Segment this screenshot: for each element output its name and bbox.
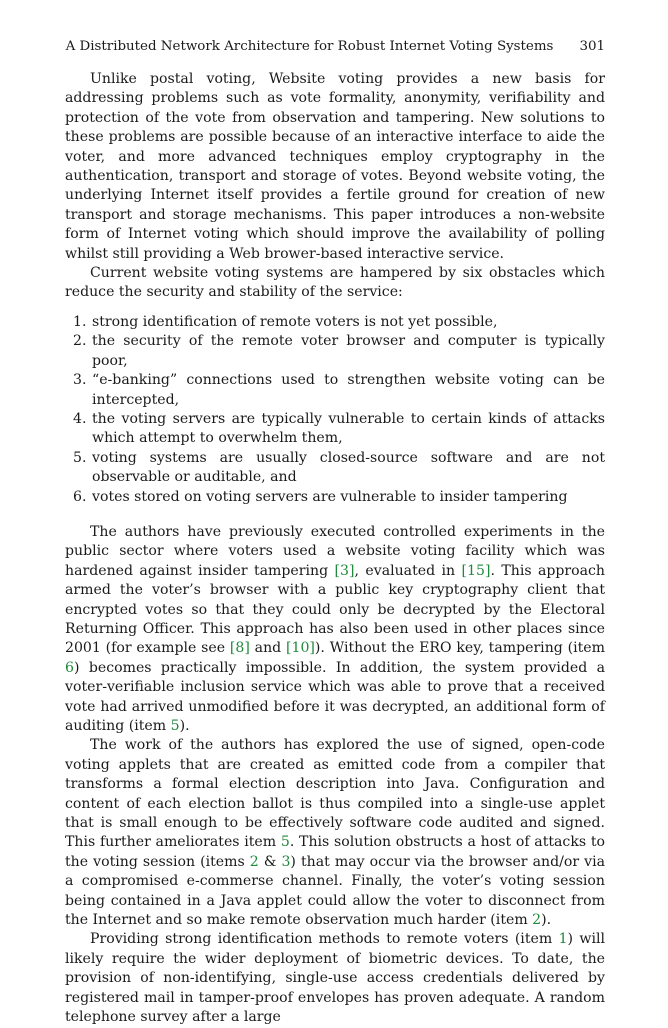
citation-link[interactable]: [15] <box>461 562 491 579</box>
list-item-text: strong identification of remote voters is not yet possible, <box>92 313 498 330</box>
item-link[interactable]: 5 <box>280 834 290 851</box>
list-item <box>65 488 605 507</box>
obstacles-list <box>65 313 605 507</box>
list-item-number: 4. <box>73 410 87 427</box>
list-item-number: 5. <box>73 449 87 466</box>
list-item <box>65 371 605 410</box>
list-item-text: the voting servers are typically vulnerable to certain kinds of attacks which attempt to overwhelm them, <box>92 410 605 447</box>
item-link[interactable]: 5 <box>170 718 180 734</box>
list-item <box>65 313 605 332</box>
paper-page <box>65 38 605 1028</box>
paragraph-obstacles-lead: Current website voting systems are hampered by six obstacles which reduce the security and stability of the service: <box>65 265 605 301</box>
paragraph-identification: Providing strong identification methods to remote voters (item 1) will likely require the wider deployment of biometric devices. To date, the provision of non-identifying, single-use access credentials delivered by registered mail in tamper-proof envelopes has proven adequate. A random telephone survey after a large <box>65 931 605 1026</box>
list-item <box>65 449 605 488</box>
citation-link[interactable]: [8] <box>229 640 250 657</box>
list-item-number: 1. <box>73 313 87 330</box>
running-header <box>65 38 605 56</box>
citation-link[interactable]: [10] <box>285 640 315 657</box>
paragraph-previous-experiments: The authors have previously executed controlled experiments in the public sector where voters used a website voting facility which was hardened against insider tampering [3], evaluated in [15]. This approach armed the voter’s browser with a public key cryptography client that encrypted votes so that they could only be decrypted by the Electoral Returning Officer. This approach has also been used in other places since 2001 (for example see [8] and [10]). Without the ERO key, tampering (item 6) becomes practically impossible. In addition, the system provided a voter-verifiable inclusion service which was able to prove that a received vote had arrived unmodified before it was decrypted, an additional form of auditing (item 5). <box>65 523 606 734</box>
item-link[interactable]: 2 <box>249 853 259 870</box>
list-item-number: 3. <box>73 372 87 389</box>
paragraph-intro: Unlike postal voting, Website voting provides a new basis for addressing problems such as vote formality, anonymity, verifiability and protection of the vote from observation and tampering. New solutions to these problems are possible because of an interactive interface to aide the voter, and more advanced techniques employ cryptography in the authentication, transport and storage of votes. Beyond website voting, the underlying Internet itself provides a fertile ground for creation of new transport and storage mechanisms. This paper introduces a non-website form of Internet voting which should improve the availability of polling whilst still providing a Web brower-based interactive service. <box>65 71 605 262</box>
citation-link[interactable]: [3] <box>334 562 355 579</box>
item-link[interactable]: 1 <box>558 931 568 948</box>
paragraph-signed-applets: The work of the authors has explored the use of signed, open-code voting applets that are created as emitted code from a compiler that transforms a formal election description into Java. Configuration and content of each election ballot is thus compiled into a single-use applet that is small enough to be effectively software code audited and signed. This further ameliorates item 5. This solution obstructs a host of attacks to the voting session (items 2 & 3) that may occur via the browser and/or via a compromised e-commerse channel. Finally, the voter’s voting session being contained in a Java applet could allow the voter to disconnect from the Internet and so make remote observation much harder (item 2). <box>65 737 605 929</box>
list-item <box>65 332 605 371</box>
list-item-text: “e-banking” connections used to strengthen website voting can be intercepted, <box>92 372 605 408</box>
item-link[interactable]: 6 <box>65 659 74 676</box>
list-item-text: the security of the remote voter browser and computer is typically poor, <box>92 333 605 369</box>
item-link[interactable]: 3 <box>281 853 291 870</box>
running-title: A Distributed Network Architecture for Robust Internet Voting Systems <box>65 39 554 54</box>
list-item-number: 6. <box>73 488 87 505</box>
list-item <box>65 410 605 449</box>
list-item-number: 2. <box>73 333 87 350</box>
page-number: 301 <box>579 39 605 54</box>
item-link[interactable]: 2 <box>532 912 542 929</box>
list-item-text: votes stored on voting servers are vulnerable to insider tampering <box>92 488 568 505</box>
list-item-text: voting systems are usually closed-source software and are not observable or auditable, and <box>92 449 605 486</box>
